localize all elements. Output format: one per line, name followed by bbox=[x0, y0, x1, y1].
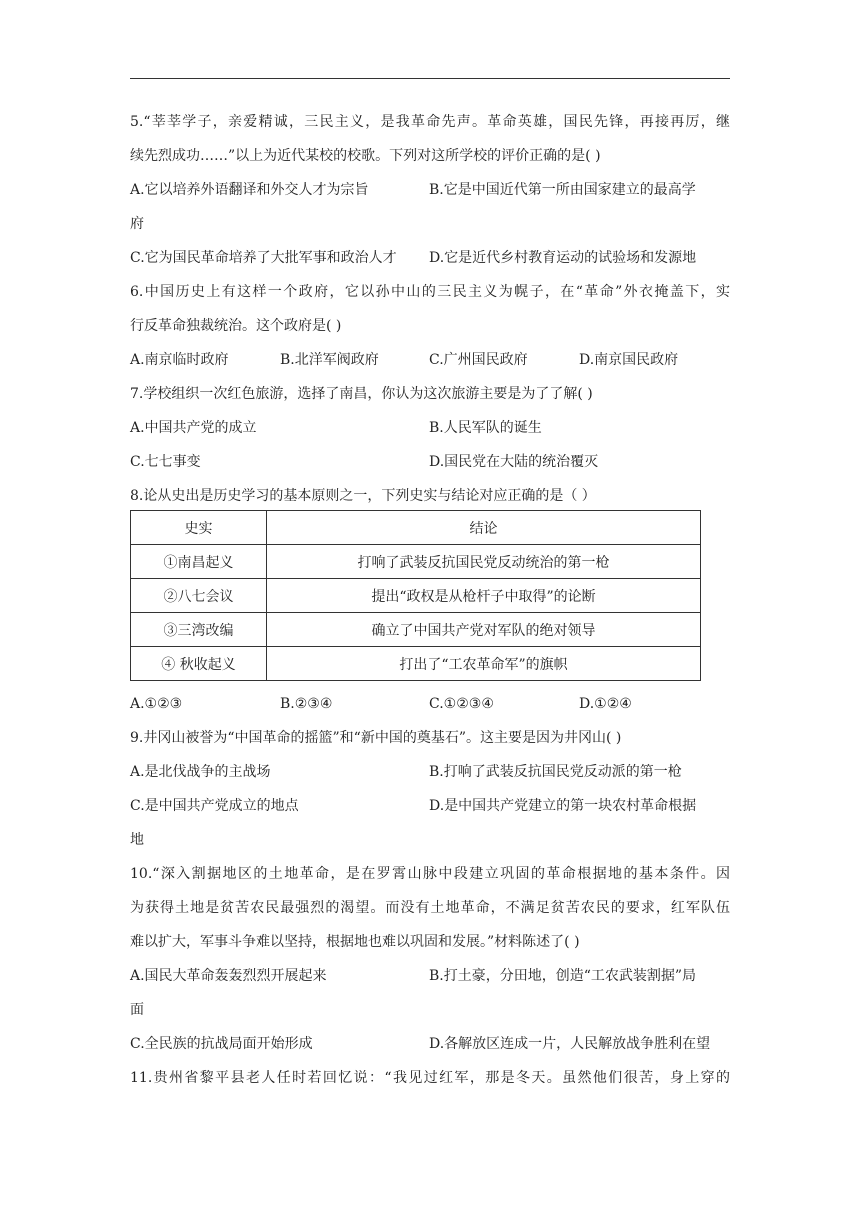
q5-option-a[interactable]: A.它以培养外语翻译和外交人才为宗旨 bbox=[130, 182, 369, 198]
q6-stem-line2: 行反革命独裁统治。这个政府是( ) bbox=[130, 318, 342, 334]
q9-option-d[interactable]: D.是中国共产党建立的第一块农村革命根据 bbox=[429, 798, 697, 814]
q10-option-d[interactable]: D.各解放区连成一片，人民解放战争胜利在望 bbox=[429, 1036, 711, 1052]
facts-table bbox=[130, 510, 701, 681]
table-cell: 打响了武装反抗国民党反动统治的第一枪 bbox=[267, 545, 701, 579]
q6-option-b[interactable]: B.北洋军阀政府 bbox=[280, 352, 379, 368]
q7-option-c[interactable]: C.七七事变 bbox=[130, 454, 201, 470]
table-row bbox=[131, 647, 701, 681]
q10-stem-line1: 10.“深入割据地区的土地革命，是在罗霄山脉中段建立巩固的革命根据地的基本条件。因 bbox=[130, 866, 730, 882]
q7-option-a[interactable]: A.中国共产党的成立 bbox=[130, 420, 257, 436]
header-rule bbox=[130, 78, 730, 79]
table-header-cell: 结论 bbox=[267, 511, 701, 545]
q8-option-b[interactable]: B.②③④ bbox=[280, 696, 333, 712]
q9-option-a[interactable]: A.是北伐战争的主战场 bbox=[130, 764, 271, 780]
q9-option-d-continued: 地 bbox=[130, 832, 144, 848]
q10-stem-line2: 为获得土地是贫苦农民最强烈的渴望。而没有土地革命，不满足贫苦农民的要求，红军队伍 bbox=[130, 900, 730, 916]
q10-option-a[interactable]: A.国民大革命轰轰烈烈开展起来 bbox=[130, 968, 327, 984]
table-cell: ①南昌起义 bbox=[131, 545, 267, 579]
table-cell: 打出了“工农革命军”的旗帜 bbox=[267, 647, 701, 681]
q10-option-c[interactable]: C.全民族的抗战局面开始形成 bbox=[130, 1036, 313, 1052]
table-cell: 提出“政权是从枪杆子中取得”的论断 bbox=[267, 579, 701, 613]
q5-option-d[interactable]: D.它是近代乡村教育运动的试验场和发源地 bbox=[429, 250, 697, 266]
q5-option-c[interactable]: C.它为国民革命培养了大批军事和政治人才 bbox=[130, 250, 397, 266]
q5-stem-line2: 续先烈成功……”以上为近代某校的校歌。下列对这所学校的评价正确的是( ) bbox=[130, 148, 601, 164]
table-header-row bbox=[131, 511, 701, 545]
q5-option-b[interactable]: B.它是中国近代第一所由国家建立的最高学 bbox=[429, 182, 696, 198]
q8-stem-line1: 8.论从史出是历史学习的基本原则之一，下列史实与结论对应正确的是（ ） bbox=[130, 488, 596, 504]
q6-option-c[interactable]: C.广州国民政府 bbox=[429, 352, 528, 368]
q7-option-d[interactable]: D.国民党在大陆的统治覆灭 bbox=[429, 454, 599, 470]
q11-stem-line1: 11.贵州省黎平县老人任时若回忆说：“我见过红军，那是冬天。虽然他们很苦，身上穿的 bbox=[130, 1070, 730, 1086]
q9-option-c[interactable]: C.是中国共产党成立的地点 bbox=[130, 798, 299, 814]
q9-option-b[interactable]: B.打响了武装反抗国民党反动派的第一枪 bbox=[429, 764, 682, 780]
q10-option-b[interactable]: B.打土豪，分田地，创造“工农武装割据”局 bbox=[429, 968, 697, 984]
table-row bbox=[131, 613, 701, 647]
table-cell: ②八七会议 bbox=[131, 579, 267, 613]
table-row bbox=[131, 545, 701, 579]
table-row bbox=[131, 579, 701, 613]
q9-stem-line1: 9.井冈山被誉为“中国革命的摇篮”和“新中国的奠基石”。这主要是因为井冈山( ) bbox=[130, 730, 622, 746]
q6-option-a[interactable]: A.南京临时政府 bbox=[130, 352, 229, 368]
table-cell: 确立了中国共产党对军队的绝对领导 bbox=[267, 613, 701, 647]
q8-option-a[interactable]: A.①②③ bbox=[130, 696, 183, 712]
q5-stem-line1: 5.“莘莘学子，亲爱精诚，三民主义，是我革命先声。革命英雄，国民先锋，再接再厉，继 bbox=[130, 114, 730, 130]
q6-option-d[interactable]: D.南京国民政府 bbox=[579, 352, 679, 368]
q10-option-b-continued: 面 bbox=[130, 1002, 144, 1018]
q5-option-b-continued: 府 bbox=[130, 216, 144, 232]
q10-stem-line3: 难以扩大，军事斗争难以坚持，根据地也难以巩固和发展。”材料陈述了( ) bbox=[130, 934, 580, 950]
q7-option-b[interactable]: B.人民军队的诞生 bbox=[429, 420, 542, 436]
q8-option-d[interactable]: D.①②④ bbox=[579, 696, 632, 712]
table-cell: ④ 秋收起义 bbox=[131, 647, 267, 681]
table-cell: ③三湾改编 bbox=[131, 613, 267, 647]
q8-option-c[interactable]: C.①②③④ bbox=[429, 696, 494, 712]
table-header-cell: 史实 bbox=[131, 511, 267, 545]
q7-stem-line1: 7.学校组织一次红色旅游，选择了南昌，你认为这次旅游主要是为了了解( ) bbox=[130, 386, 593, 402]
q6-stem-line1: 6.中国历史上有这样一个政府，它以孙中山的三民主义为幌子，在“革命”外衣掩盖下，实 bbox=[130, 284, 730, 300]
